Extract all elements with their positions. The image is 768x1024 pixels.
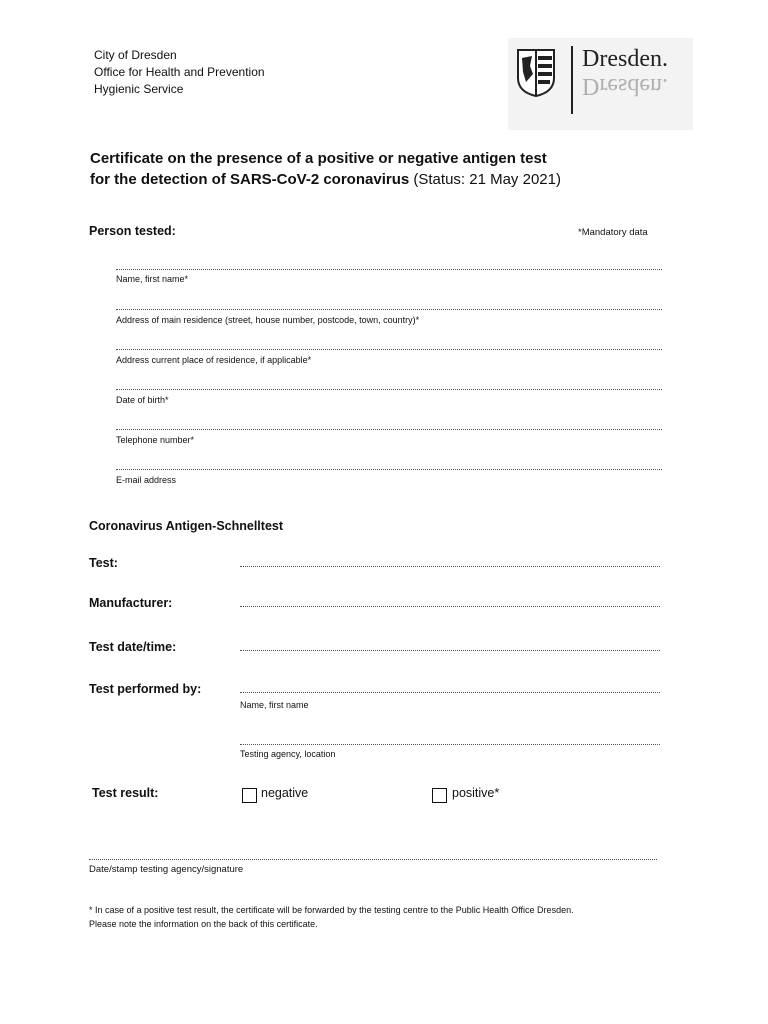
mandatory-note: *Mandatory data	[578, 227, 648, 238]
logo-wordmark-reflection: Dresden.	[582, 73, 668, 99]
coat-of-arms-icon	[516, 48, 556, 98]
title-line-1: Certificate on the presence of a positive or negative antigen test	[90, 150, 547, 167]
positive-checkbox[interactable]	[432, 788, 447, 803]
manufacturer-label: Manufacturer:	[89, 596, 173, 610]
name-field-label: Name, first name*	[116, 274, 189, 284]
signature-input-line[interactable]	[89, 859, 657, 860]
main-address-field-label: Address of main residence (street, house number, postcode, town, country)*	[116, 315, 420, 325]
negative-option-label: negative	[261, 786, 309, 800]
footnote	[89, 903, 574, 931]
performed-agency-input-line[interactable]	[240, 744, 660, 745]
telephone-field-label: Telephone number*	[116, 435, 195, 445]
email-field-label: E-mail address	[116, 475, 177, 485]
current-address-field-label: Address current place of residence, if applicable*	[116, 355, 312, 365]
manufacturer-input-line[interactable]	[240, 606, 660, 607]
telephone-input-line[interactable]	[116, 429, 662, 430]
title-line-2	[90, 169, 561, 190]
birthdate-field-label: Date of birth*	[116, 395, 169, 405]
document-title	[90, 148, 561, 190]
signature-caption: Date/stamp testing agency/signature	[89, 864, 244, 875]
title-status: (Status: 21 May 2021)	[413, 171, 561, 188]
sender-line-city: City of Dresden	[94, 48, 177, 62]
test-section-heading: Coronavirus Antigen-Schnelltest	[89, 519, 284, 533]
email-input-line[interactable]	[116, 469, 662, 470]
sender-line-service: Hygienic Service	[94, 82, 184, 96]
logo-divider	[571, 46, 573, 114]
footnote-line-1: * In case of a positive test result, the certificate will be forwarded by the testing centre to the Public Health Office Dresden.	[89, 905, 574, 915]
positive-option-label: positive*	[452, 786, 500, 800]
performed-name-input-line[interactable]	[240, 692, 660, 693]
logo-wordmark: Dresden.	[582, 46, 668, 72]
test-result-label: Test result:	[92, 786, 159, 800]
performed-by-label: Test performed by:	[89, 682, 202, 696]
name-input-line[interactable]	[116, 269, 662, 270]
performed-name-caption: Name, first name	[240, 700, 309, 710]
negative-checkbox[interactable]	[242, 788, 257, 803]
test-datetime-label: Test date/time:	[89, 640, 177, 654]
test-datetime-input-line[interactable]	[240, 650, 660, 651]
sender-line-office: Office for Health and Prevention	[94, 65, 265, 79]
dresden-logo	[508, 38, 693, 130]
main-address-input-line[interactable]	[116, 309, 662, 310]
sender-block	[94, 47, 265, 98]
footnote-line-2: Please note the information on the back of this certificate.	[89, 919, 318, 929]
test-label: Test:	[89, 556, 118, 570]
birthdate-input-line[interactable]	[116, 389, 662, 390]
test-input-line[interactable]	[240, 566, 660, 567]
current-address-input-line[interactable]	[116, 349, 662, 350]
title-line-2-bold: for the detection of SARS-CoV-2 coronavirus	[90, 171, 410, 188]
person-tested-heading: Person tested:	[89, 224, 176, 238]
performed-agency-caption: Testing agency, location	[240, 749, 336, 759]
